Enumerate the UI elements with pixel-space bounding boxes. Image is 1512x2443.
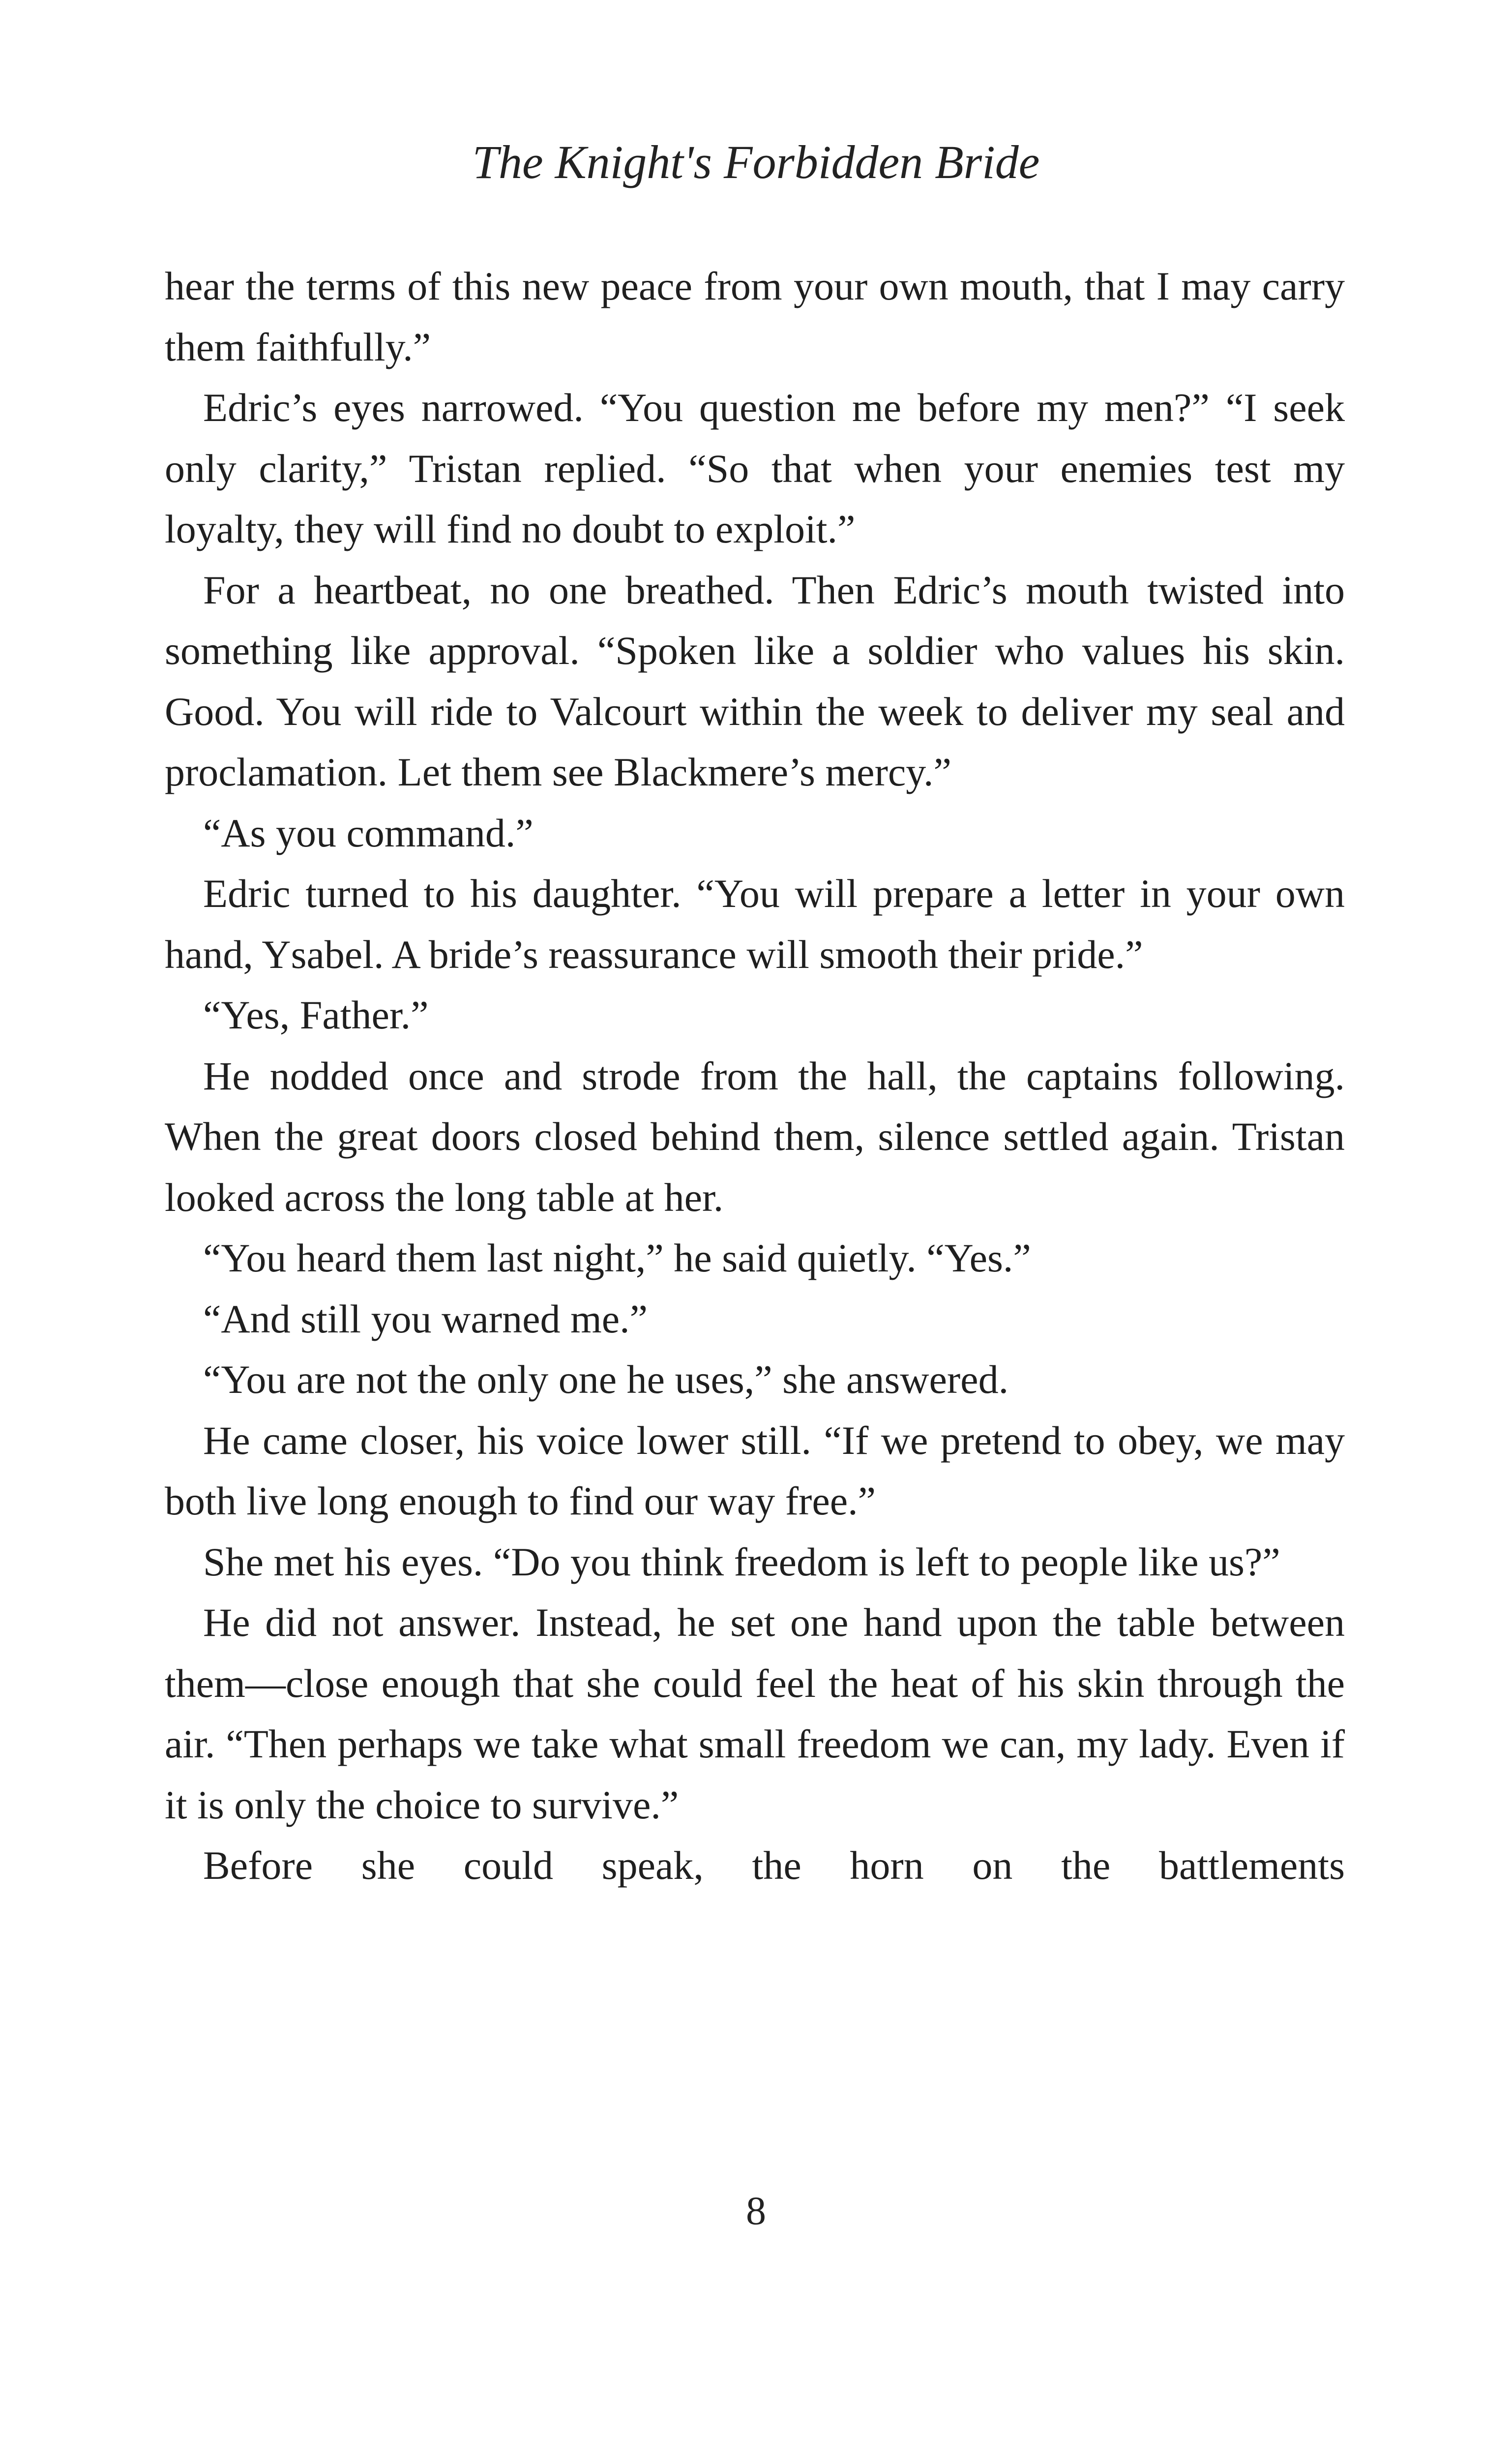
paragraph: hear the terms of this new peace from your own mouth, that I may carry them faithfully.” — [165, 264, 1345, 369]
paragraph: Edric’s eyes narrowed. “You question me before my men?” “I seek only clarity,” Tristan replied. “So that when your enemies test my loyalty, they will find no doubt to exploit.” — [165, 385, 1345, 551]
paragraph: “Yes, Father.” — [203, 993, 429, 1037]
paragraph: “You are not the only one he uses,” she answered. — [203, 1357, 1009, 1402]
paragraph: He nodded once and strode from the hall, the captains following. When the great doors closed behind them, silence settled again. Tristan looked across the long table at her. — [165, 1053, 1345, 1220]
paragraph: Edric turned to his daughter. “You will prepare a letter in your own hand, Ysabel. A bride’s reassurance will smooth their pride.” — [165, 871, 1345, 977]
body-text — [165, 256, 1345, 1896]
paragraph: He did not answer. Instead, he set one hand upon the table between them—close enough that she could feel the heat of his skin through the air. “Then perhaps we take what small freedom we can, my lady. Even if it is only the choice to survive.” — [165, 1600, 1345, 1827]
running-title: The Knight's Forbidden Bride — [472, 136, 1040, 188]
paragraph: For a heartbeat, no one breathed. Then Edric’s mouth twisted into something like approval. “Spoken like a soldier who values his skin. Good. You will ride to Valcourt within the week to deliver my seal and proclamation. Let them see Blackmere’s mercy.” — [165, 567, 1345, 794]
paragraph: Before she could speak, the horn on the battlements — [203, 1843, 1345, 1888]
paragraph: “As you command.” — [203, 810, 534, 855]
paragraph: She met his eyes. “Do you think freedom is left to people like us?” — [203, 1539, 1280, 1584]
paragraph: “And still you warned me.” — [203, 1296, 648, 1341]
paragraph: “You heard them last night,” he said quietly. “Yes.” — [203, 1236, 1031, 1280]
paragraph: He came closer, his voice lower still. “If we pretend to obey, we may both live long enough to find our way free.” — [165, 1418, 1345, 1523]
page-number: 8 — [746, 2188, 766, 2233]
